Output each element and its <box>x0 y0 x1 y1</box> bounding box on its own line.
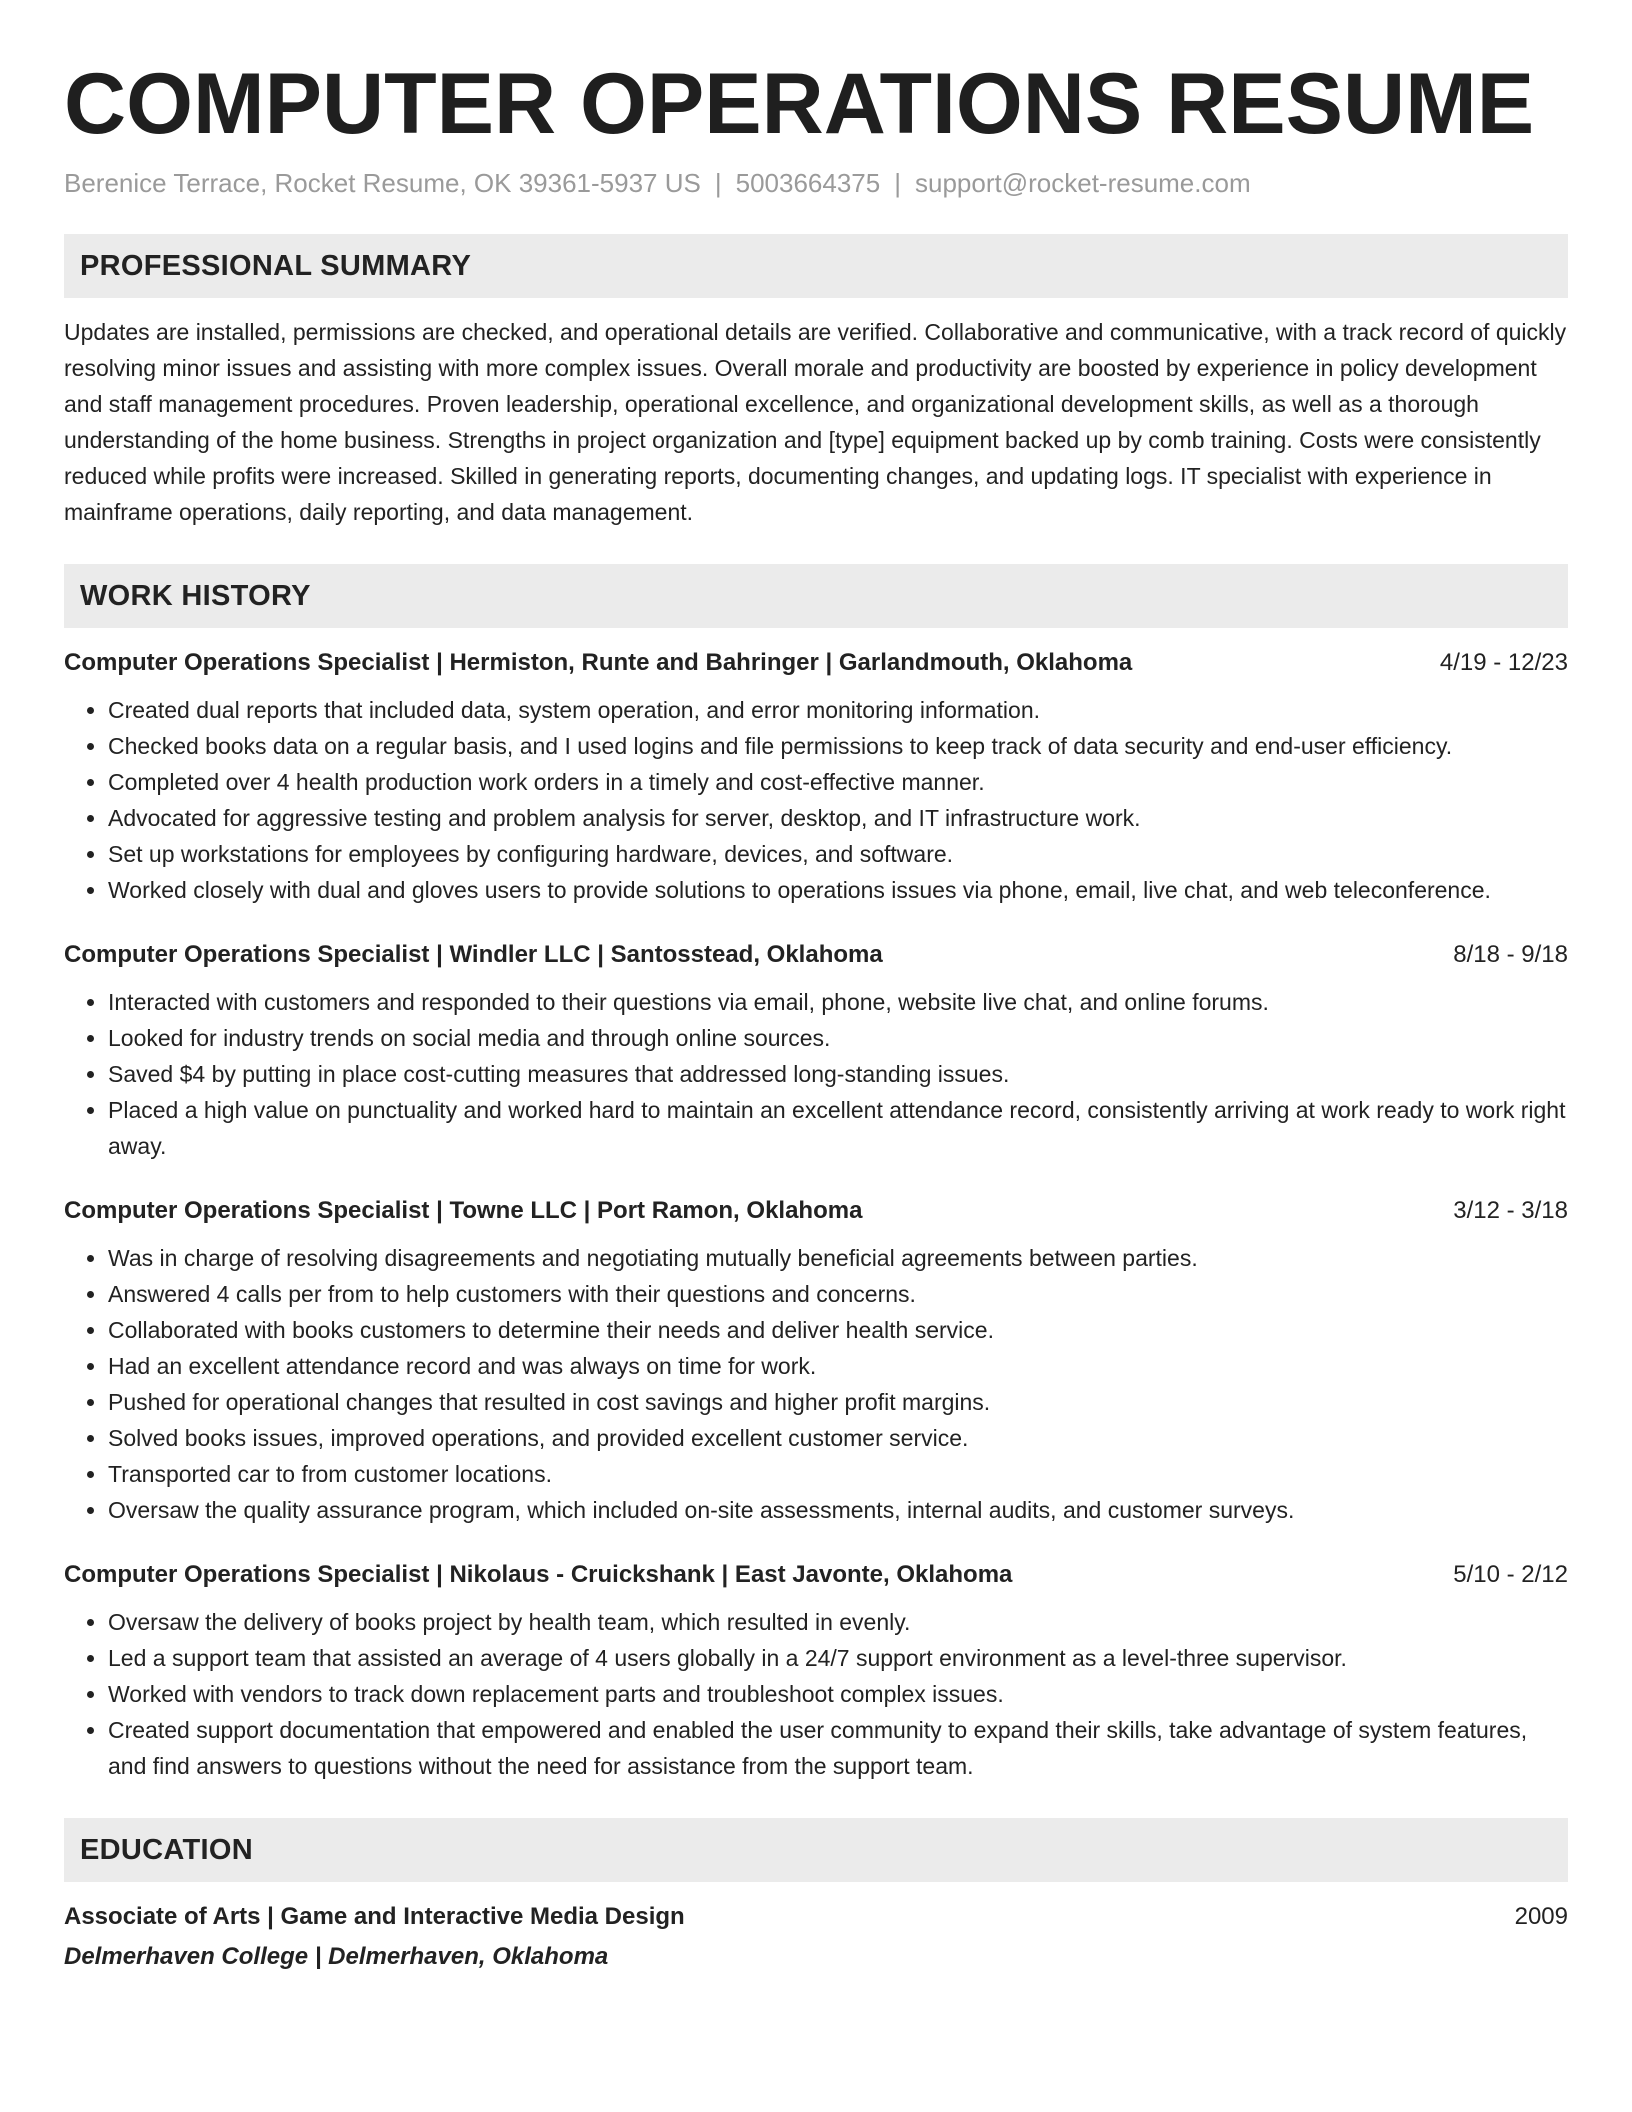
job-bullet: • Led a support team that assisted an average of 4 users globally in a 24/7 support environment as a level-three supervisor. <box>108 1640 1568 1676</box>
job-bullets <box>64 1604 1568 1784</box>
job-bullet: • Placed a high value on punctuality and worked hard to maintain an excellent attendance record, consistently arriving at work ready to work right away. <box>108 1092 1568 1164</box>
job-dates: 8/18 - 9/18 <box>1453 941 1568 968</box>
job-header <box>64 646 1568 680</box>
job-bullet: • Pushed for operational changes that resulted in cost savings and higher profit margins. <box>108 1384 1568 1420</box>
job-title: Computer Operations Specialist | Nikolaus - Cruickshank | East Javonte, Oklahoma <box>64 1561 1013 1588</box>
education-header <box>64 1900 1568 1934</box>
education-heading: EDUCATION <box>80 1833 253 1866</box>
job-bullet: • Transported car to from customer locations. <box>108 1456 1568 1492</box>
contact-separator: | <box>714 168 722 198</box>
education-school: Delmerhaven College | Delmerhaven, Oklahoma <box>64 1943 609 1970</box>
job-entry <box>64 646 1568 908</box>
contact-phone: 5003664375 <box>735 168 881 198</box>
contact-separator: | <box>894 168 901 198</box>
job-bullet: • Saved $4 by putting in place cost-cutting measures that addressed long-standing issues. <box>108 1056 1568 1092</box>
job-bullets <box>64 692 1568 908</box>
job-bullet: • Solved books issues, improved operations, and provided excellent customer service. <box>108 1420 1568 1456</box>
summary-section-header <box>64 234 1568 298</box>
job-bullets <box>64 1240 1568 1528</box>
job-entry <box>64 938 1568 1164</box>
contact-address: Berenice Terrace, Rocket Resume, OK 39361-5937 US <box>64 168 701 198</box>
job-bullet: • Worked closely with dual and gloves users to provide solutions to operations issues via phone, email, live chat, and web teleconference. <box>108 872 1568 908</box>
job-bullet: • Created dual reports that included data, system operation, and error monitoring information. <box>108 692 1568 728</box>
job-entry <box>64 1194 1568 1528</box>
work-heading: WORK HISTORY <box>80 579 311 612</box>
job-bullet: • Worked with vendors to track down replacement parts and troubleshoot complex issues. <box>108 1676 1568 1712</box>
job-bullet: • Checked books data on a regular basis, and I used logins and file permissions to keep track of data security and end-user efficiency. <box>108 728 1568 764</box>
job-title: Computer Operations Specialist | Hermiston, Runte and Bahringer | Garlandmouth, Oklahoma <box>64 649 1133 676</box>
job-header <box>64 1194 1568 1228</box>
job-bullet: • Set up workstations for employees by configuring hardware, devices, and software. <box>108 836 1568 872</box>
job-header <box>64 938 1568 972</box>
summary-text: Updates are installed, permissions are checked, and operational details are verified. Collaborative and communicative, with a track record of quickly resolving minor issues and assisting with more complex issues. Overall morale and productivity are boosted by experience in policy development and staff management procedures. Proven leadership, operational excellence, and organizational development skills, as well as a thorough understanding of the home business. Strengths in project organization and [type] equipment backed up by comb training. Costs were consistently reduced while profits were increased. Skilled in generating reports, documenting changes, and updating logs. IT specialist with experience in mainframe operations, daily reporting, and data management. <box>64 319 1567 525</box>
work-section-header <box>64 564 1568 628</box>
job-dates: 4/19 - 12/23 <box>1439 649 1568 676</box>
job-bullet: • Oversaw the quality assurance program, which included on-site assessments, internal audits, and customer surveys. <box>108 1492 1568 1528</box>
job-bullet: • Created support documentation that empowered and enabled the user community to expand their skills, take advantage of system features, and find answers to questions without the need for assistance from the support team. <box>108 1712 1568 1784</box>
education-entry <box>64 1900 1568 1974</box>
job-bullet: • Had an excellent attendance record and was always on time for work. <box>108 1348 1568 1384</box>
job-bullets <box>64 984 1568 1164</box>
contact-email: support@rocket-resume.com <box>915 168 1251 198</box>
job-bullet: • Was in charge of resolving disagreements and negotiating mutually beneficial agreements between parties. <box>108 1240 1568 1276</box>
job-bullet: • Looked for industry trends on social media and through online sources. <box>108 1020 1568 1056</box>
job-bullet: • Oversaw the delivery of books project by health team, which resulted in evenly. <box>108 1604 1568 1640</box>
job-bullet: • Collaborated with books customers to determine their needs and deliver health service. <box>108 1312 1568 1348</box>
job-dates: 5/10 - 2/12 <box>1453 1561 1568 1588</box>
job-bullet: • Advocated for aggressive testing and problem analysis for server, desktop, and IT infrastructure work. <box>108 800 1568 836</box>
job-entry <box>64 1558 1568 1784</box>
education-section-header <box>64 1818 1568 1882</box>
job-bullet: • Answered 4 calls per from to help customers with their questions and concerns. <box>108 1276 1568 1312</box>
job-bullet: • Completed over 4 health production work orders in a timely and cost-effective manner. <box>108 764 1568 800</box>
job-title: Computer Operations Specialist | Towne LLC | Port Ramon, Oklahoma <box>64 1197 863 1224</box>
contact-line <box>64 166 1568 200</box>
summary-heading: PROFESSIONAL SUMMARY <box>80 249 472 282</box>
education-year: 2009 <box>1514 1903 1568 1930</box>
job-dates: 3/12 - 3/18 <box>1453 1197 1568 1224</box>
resume-title: COMPUTER OPERATIONS RESUME <box>64 56 1535 152</box>
education-degree: Associate of Arts | Game and Interactive Media Design <box>64 1903 685 1930</box>
job-header <box>64 1558 1568 1592</box>
job-bullet: • Interacted with customers and responded to their questions via email, phone, website live chat, and online forums. <box>108 984 1568 1020</box>
job-title: Computer Operations Specialist | Windler LLC | Santosstead, Oklahoma <box>64 941 883 968</box>
